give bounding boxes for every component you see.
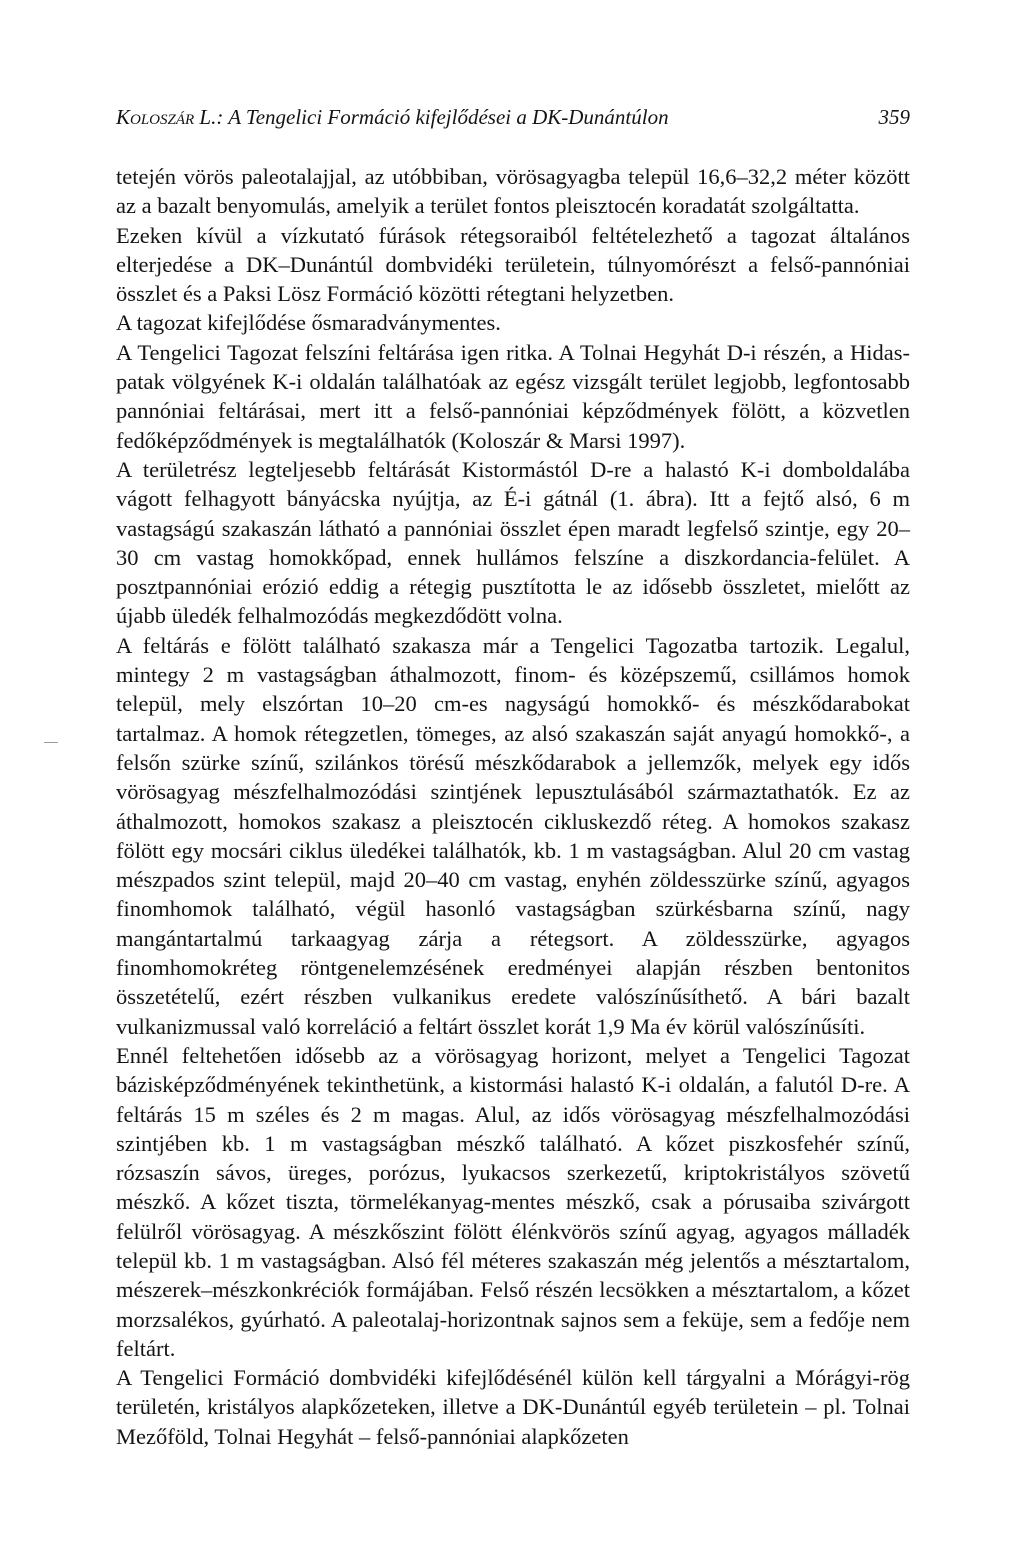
paragraph: Ennél feltehetően idősebb az a vörösagyag horizont, melyet a Tengelici Tagozat bázisképződményének tekinthetünk, a kistormási halastó K-i oldalán, a falutól D-re. A feltárás 15 m széles és 2 m magas. Alul, az idős vörösagyag mészfelhalmozódási szintjében kb. 1 m vastagságban mészkő található. A kőzet piszkosfehér színű, rózsaszín sávos, üreges, porózus, lyukacsos szerkezetű, kriptokristályos szövetű mészkő. A kőzet tiszta, törmelékanyag-mentes mészkő, csak a pórusaiba szivárgott felülről vörösagyag. A mészkőszint fölött élénkvörös színű agyag, agyagos málladék települ kb. 1 m vastagságban. Alsó fél méteres szakaszán még jelentős a mésztartalom, mészerek–mészkonkréciók formájában. Felső részén lecsökken a mésztartalom, a kőzet morzsalékos, gyúrható. A paleotalaj-horizontnak sajnos sem a feküje, sem a fedője nem feltárt.: [116, 1042, 910, 1361]
body-text: [116, 162, 910, 1451]
paragraph: A területrész legteljesebb feltárását Kistormástól D-re a halastó K-i domboldalába vágott felhagyott bányácska nyújtja, az É-i gátnál (1. ábra). Itt a fejtő alsó, 6 m vastagságú szakaszán látható a pannóniai összlet épen maradt legfelső szintje, egy 20–30 cm vastag homokkőpad, ennek hullámos felszíne a diszkordancia-felület. A posztpannóniai erózió eddig a rétegig pusztította le az idősebb összletet, mielőtt az újabb üledék felhalmozódás megkezdődött volna.: [116, 456, 910, 629]
paragraph: A Tengelici Tagozat felszíni feltárása igen ritka. A Tolnai Hegyhát D-i részén, a Hidas-patak völgyének K-i oldalán találhatóak az egész vizsgált terület legjobb, legfontosabb pannóniai feltárásai, mert itt a felső-pannóniai képződmények fölött, a közvetlen fedőképződmények is megtalálhatók (Koloszár & Marsi 1997).: [116, 339, 910, 453]
paragraph: A Tengelici Formáció dombvidéki kifejlődésénél külön kell tárgyalni a Mórágyi-rög területén, kristályos alapkőzeteken, illetve a DK-Dunántúl egyéb területein – pl. Tolnai Mezőföld, Tolnai Hegyhát – felső-pannóniai alapkőzeten: [116, 1365, 910, 1449]
running-header: [116, 100, 910, 134]
paragraph: A tagozat kifejlődése ősmaradványmentes.: [116, 310, 501, 336]
page-number: 359: [878, 105, 910, 129]
header-title: : A Tengelici Formáció kifejlődései a DK-Dunántúlon: [216, 105, 669, 129]
header-author: Koloszár L.: [116, 105, 217, 129]
paragraph: Ezeken kívül a vízkutató fúrások rétegsoraiból feltételezhető a tagozat általános elterjedése a DK–Dunántúl dombvidéki területein, túlnyomórészt a felső-pannóniai összlet és a Paksi Lösz Formáció közötti rétegtani helyzetben.: [116, 222, 910, 307]
paragraph: tetején vörös paleotalajjal, az utóbbiban, vörösagyagba települ 16,6–32,2 méter között az a bazalt benyomulás, amelyik a terület fontos pleisztocén koradatát szolgáltatta.: [116, 164, 910, 219]
paragraph: A feltárás e fölött található szakasza már a Tengelici Tagozatba tartozik. Legalul, mintegy 2 m vastagságban áthalmozott, finom- és középszemű, csillámos homok települ, mely elszórtan 10–20 cm-es nagyságú homokkő- és mészkődarabokat tartalmaz. A homok rétegzetlen, tömeges, az alsó szakaszán saját anyagú homokkő-, a felsőn szürke színű, szilánkos törésű mészkődarabok a jellemzők, melyek egy idős vörösagyag mészfelhalmozódási szintjének lepusztulásából származtathatók. Ez az áthalmozott, homokos szakasz a pleisztocén cikluskezdő réteg. A homokos szakasz fölött egy mocsári ciklus üledékei találhatók, kb. 1 m vastagságban. Alul 20 cm vastag mészpados szint települ, majd 20–40 cm vastag, enyhén zöldesszürke színű, agyagos finomhomok található, végül hasonló vastagságban szürkésbarna színű, nagy mangántartalmú tarkaagyag zárja a rétegsort. A zöldesszürke, agyagos finomhomokréteg röntgenelemzésének eredményei alapján részben bentonitos összetételű, ezért részben vulkanikus eredete valószínűsíthető. A bári bazalt vulkanizmussal való korreláció a feltárt összlet korát 1,9 Ma év körül valószínűsíti.: [116, 632, 910, 1039]
margin-mark: [44, 742, 58, 743]
